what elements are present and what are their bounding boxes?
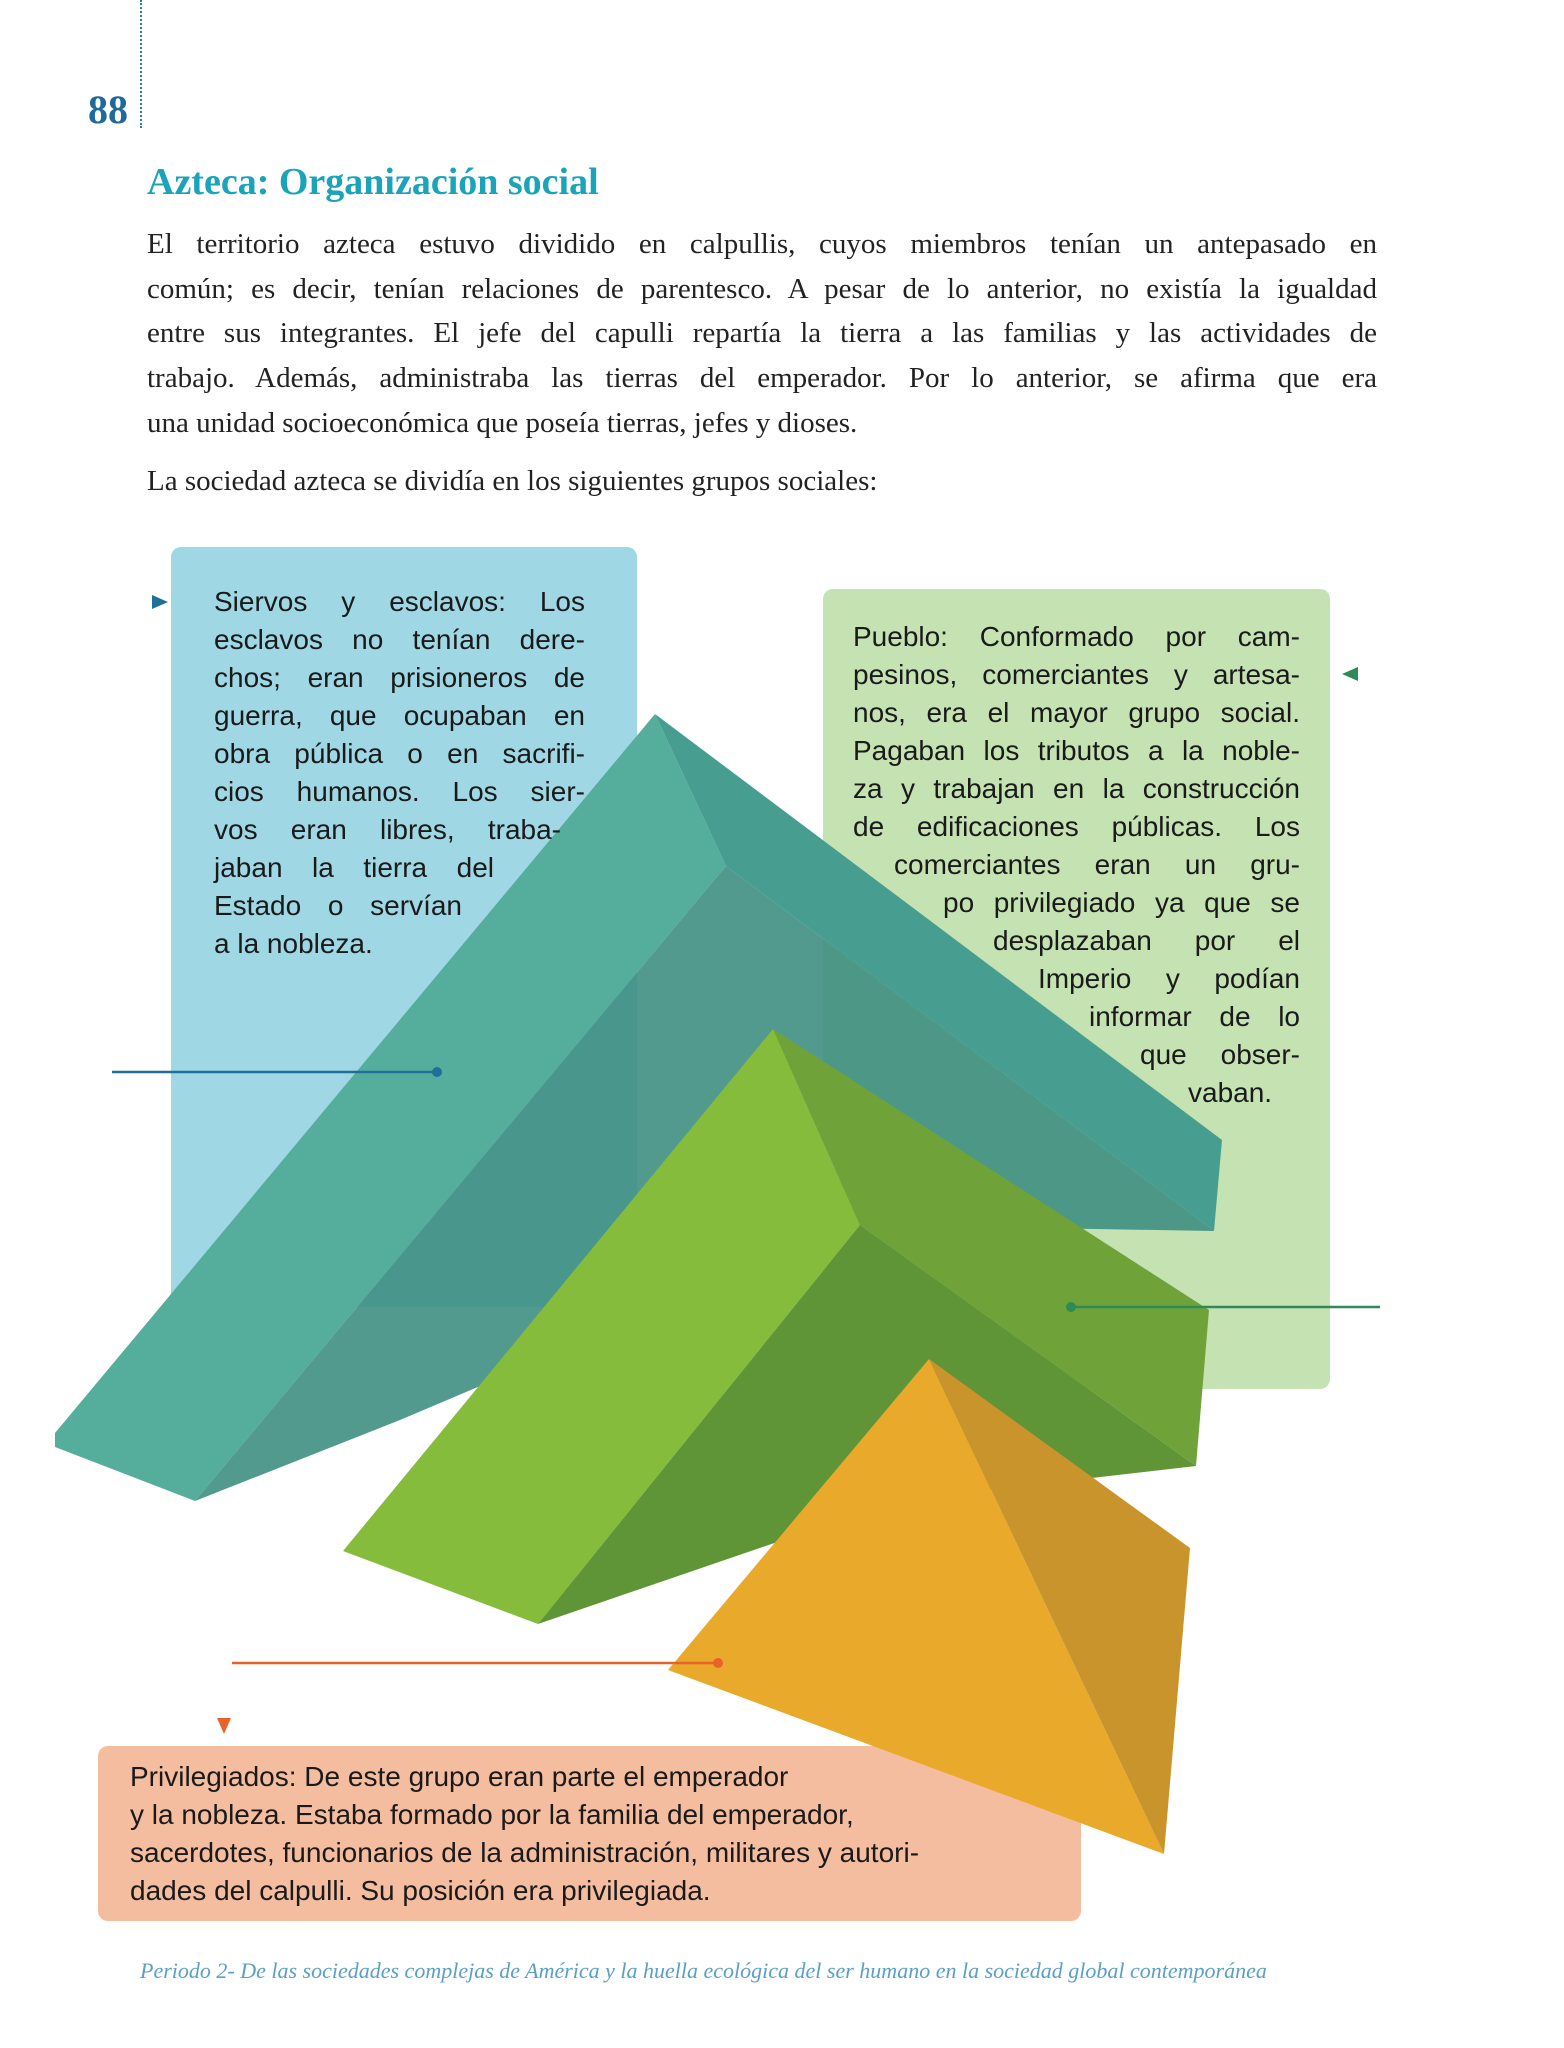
- text-line: de edificaciones públicas. Los: [853, 811, 1300, 842]
- text-line: y la nobleza. Estaba formado por la familia del emperador,: [130, 1799, 854, 1830]
- text-line: desplazaban por el: [993, 925, 1300, 956]
- text-line: Pueblo: Conformado por cam-: [853, 621, 1300, 652]
- connector-dot: [432, 1067, 442, 1077]
- section-title: Azteca: Organización social: [147, 161, 599, 203]
- arrow-right-icon: [152, 595, 168, 609]
- paragraph-line: El territorio azteca estuvo dividido en calpullis, cuyos miembros tenían un antepasado en: [147, 228, 1377, 260]
- text-line: dades del calpulli. Su posición era privilegiada.: [130, 1875, 711, 1906]
- intro-sentence: La sociedad azteca se dividía en los siguientes grupos sociales:: [147, 465, 878, 497]
- text-line: Estado o servían: [214, 890, 462, 921]
- text-line: jaban la tierra del: [214, 852, 494, 883]
- text-line: chos; eran prisioneros de: [214, 662, 585, 693]
- text-line: vaban.: [1188, 1077, 1273, 1108]
- text-line: vos eran libres, traba-: [214, 814, 561, 845]
- paragraph-line: entre sus integrantes. El jefe del capulli repartía la tierra a las familias y las actividades de: [147, 317, 1377, 350]
- text-line: pesinos, comerciantes y artesa-: [853, 659, 1300, 690]
- text-line: Pagaban los tributos a la noble-: [853, 735, 1300, 766]
- text-line: Siervos y esclavos: Los: [214, 586, 585, 617]
- page-footer: Periodo 2- De las sociedades complejas de América y la huella ecológica del ser humano en la sociedad global contemporánea: [140, 1958, 1267, 1983]
- text-line: cios humanos. Los sier-: [214, 776, 585, 807]
- text-line: za y trabajan en la construcción: [853, 773, 1300, 804]
- text-line: guerra, que ocupaban en: [214, 700, 585, 731]
- text-line: Imperio y podían: [1038, 963, 1300, 994]
- connector-dot: [1066, 1302, 1076, 1312]
- text-line: Privilegiados: De este grupo eran parte el emperador: [130, 1761, 789, 1792]
- paragraph-line: trabajo. Además, administraba las tierras del emperador. Por lo anterior, se afirma que era: [147, 362, 1377, 395]
- paragraph-line: una unidad socioeconómica que poseía tierras, jefes y dioses.: [147, 406, 858, 439]
- arrow-left-icon: [1342, 667, 1358, 681]
- text-line: obra pública o en sacrifi-: [214, 738, 585, 769]
- text-line: nos, era el mayor grupo social.: [853, 697, 1300, 728]
- text-line: esclavos no tenían dere-: [214, 624, 585, 655]
- arrow-down-icon: [217, 1718, 231, 1734]
- text-line: a la nobleza.: [214, 928, 373, 959]
- connector-dot: [713, 1658, 723, 1668]
- text-line: sacerdotes, funcionarios de la administración, militares y autori-: [130, 1837, 920, 1868]
- paragraph-line: común; es decir, tenían relaciones de parentesco. A pesar de lo anterior, no existía la igualdad: [147, 272, 1377, 305]
- text-line: po privilegiado ya que se: [943, 887, 1300, 918]
- text-line: que obser-: [1140, 1039, 1300, 1070]
- page-number: 88: [88, 87, 128, 132]
- text-line: informar de lo: [1089, 1001, 1300, 1032]
- text-line: comerciantes eran un gru-: [894, 849, 1300, 880]
